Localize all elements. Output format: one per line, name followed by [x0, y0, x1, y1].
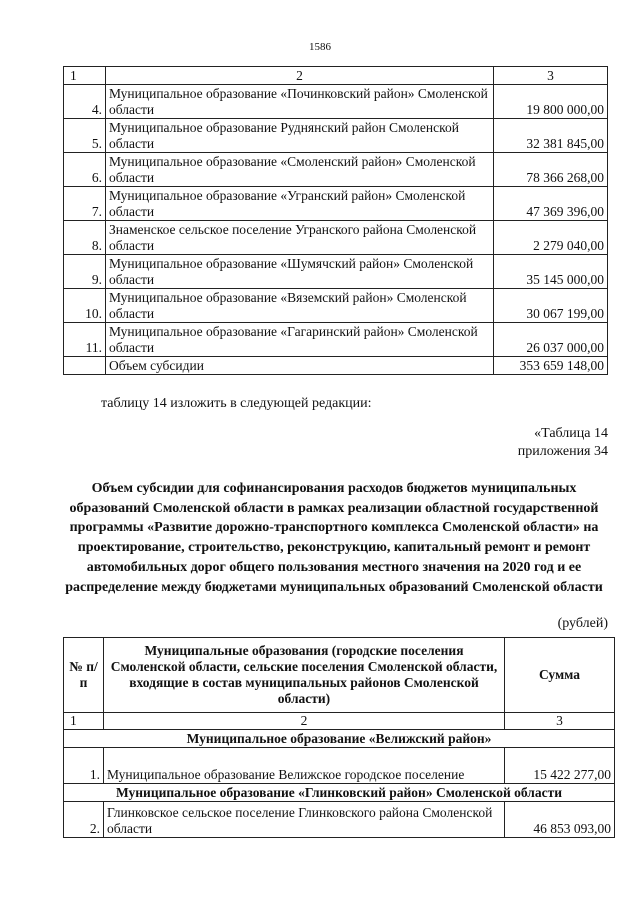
row-number: 1.: [64, 748, 104, 784]
row-amount: 2 279 040,00: [494, 221, 608, 255]
row-name: Муниципальное образование «Починковский район» Смоленской области: [106, 85, 494, 119]
row-number: 9.: [64, 255, 106, 289]
unit-label: (рублей): [557, 616, 608, 631]
document-title: Объем субсидии для софинансирования расходов бюджетов муниципальных образований Смоленской области в рамках реализации областной государственной программы «Развитие дорожно-транспортного комплекса Смоленской области» на проектирование, строительство, реконструкцию, капитальный ремонт и ремонт автомобильных дорог общего пользования местного значения на 2020 год и ее распределение между бюджетами муниципальных образований Смоленской области: [65, 481, 603, 595]
row-name: Муниципальное образование «Шумячский район» Смоленской области: [106, 255, 494, 289]
row-number: 8.: [64, 221, 106, 255]
table-row: [64, 85, 608, 119]
total-label: Объем субсидии: [106, 357, 494, 375]
row-number: 11.: [64, 323, 106, 357]
section-row: [64, 730, 615, 748]
table-caption-appendix: приложения 34: [517, 444, 608, 459]
row-number: 7.: [64, 187, 106, 221]
table-row: [64, 119, 608, 153]
row-number: 10.: [64, 289, 106, 323]
table-row: [64, 221, 608, 255]
table-caption-number: «Таблица 14: [534, 426, 608, 441]
table-row: [64, 748, 615, 784]
table-row: [64, 187, 608, 221]
total-amount: 353 659 148,00: [494, 357, 608, 375]
header-cell-3: 3: [494, 67, 608, 85]
row-name: Муниципальное образование «Угранский район» Смоленской области: [106, 187, 494, 221]
table-row: [64, 255, 608, 289]
table-header-row: [64, 638, 615, 713]
row-number: 2.: [64, 802, 104, 838]
header-number: № п/п: [64, 638, 104, 713]
row-number: 6.: [64, 153, 106, 187]
row-name: Муниципальное образование «Гагаринский район» Смоленской области: [106, 323, 494, 357]
row-name: Муниципальное образование «Вяземский район» Смоленской области: [106, 289, 494, 323]
header-cell-2: 2: [106, 67, 494, 85]
row-amount: 47 369 396,00: [494, 187, 608, 221]
page-number: 1586: [309, 41, 331, 53]
total-number-cell: [64, 357, 106, 375]
section-title: Муниципальное образование «Глинковский район» Смоленской области: [64, 784, 615, 802]
subsidy-table-continued: [63, 66, 608, 375]
intro-text: таблицу 14 изложить в следующей редакции:: [101, 396, 372, 411]
row-amount: 26 037 000,00: [494, 323, 608, 357]
row-name: Муниципальное образование Руднянский район Смоленской области: [106, 119, 494, 153]
table-row: [64, 802, 615, 838]
table-row: [64, 289, 608, 323]
row-amount: 32 381 845,00: [494, 119, 608, 153]
header-municipalities: Муниципальные образования (городские поселения Смоленской области, сельские поселения Смоленской области, входящие в состав муниципальных районов Смоленской области): [104, 638, 505, 713]
column-index-row: [64, 713, 615, 730]
row-name: Знаменское сельское поселение Угранского района Смоленской области: [106, 221, 494, 255]
subsidy-distribution-table: [63, 637, 615, 838]
header-amount: Сумма: [505, 638, 615, 713]
row-name: Муниципальное образование Велижское городское поселение: [104, 748, 505, 784]
row-amount: 78 366 268,00: [494, 153, 608, 187]
table-row: [64, 323, 608, 357]
row-amount: 46 853 093,00: [505, 802, 615, 838]
section-title: Муниципальное образование «Велижский район»: [64, 730, 615, 748]
row-amount: 19 800 000,00: [494, 85, 608, 119]
row-number: 5.: [64, 119, 106, 153]
row-name: Муниципальное образование «Смоленский район» Смоленской области: [106, 153, 494, 187]
row-name: Глинковское сельское поселение Глинковского района Смоленской области: [104, 802, 505, 838]
index-cell-3: 3: [505, 713, 615, 730]
row-amount: 30 067 199,00: [494, 289, 608, 323]
row-amount: 35 145 000,00: [494, 255, 608, 289]
table-row: [64, 153, 608, 187]
total-row: [64, 357, 608, 375]
table-header-row: [64, 67, 608, 85]
index-cell-2: 2: [104, 713, 505, 730]
row-amount: 15 422 277,00: [505, 748, 615, 784]
row-number: 4.: [64, 85, 106, 119]
section-row: [64, 784, 615, 802]
header-cell-1: 1: [64, 67, 106, 85]
index-cell-1: 1: [64, 713, 104, 730]
